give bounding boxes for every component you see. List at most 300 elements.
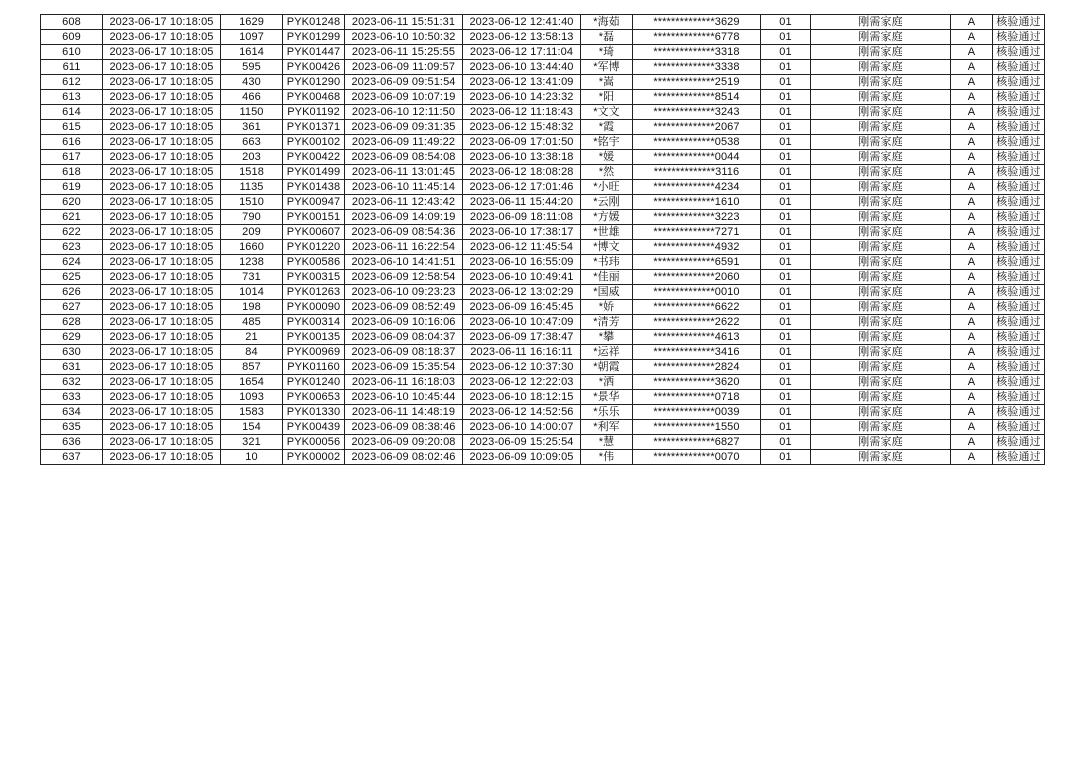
publish-time-cell: 2023-06-17 10:18:05	[103, 300, 221, 315]
status-cell: 核验通过	[993, 15, 1045, 30]
applicant-name-cell: *慧	[581, 435, 633, 450]
id-number-cell: **************4932	[633, 240, 761, 255]
review-time-cell: 2023-06-10 13:38:18	[463, 150, 581, 165]
row-number-cell: 608	[41, 15, 103, 30]
publish-time-cell: 2023-06-17 10:18:05	[103, 405, 221, 420]
sequence-number-cell: 857	[221, 360, 283, 375]
status-cell: 核验通过	[993, 420, 1045, 435]
category-cell: 刚需家庭	[811, 120, 951, 135]
application-id-cell: PYK00439	[283, 420, 345, 435]
sequence-number-cell: 84	[221, 345, 283, 360]
household-count-cell: 01	[761, 210, 811, 225]
household-count-cell: 01	[761, 360, 811, 375]
table-row	[41, 135, 1045, 150]
submit-time-cell: 2023-06-10 09:23:23	[345, 285, 463, 300]
household-count-cell: 01	[761, 75, 811, 90]
submit-time-cell: 2023-06-09 08:02:46	[345, 450, 463, 465]
publish-time-cell: 2023-06-17 10:18:05	[103, 345, 221, 360]
status-cell: 核验通过	[993, 75, 1045, 90]
grade-cell: A	[951, 420, 993, 435]
row-number-cell: 623	[41, 240, 103, 255]
row-number-cell: 630	[41, 345, 103, 360]
grade-cell: A	[951, 165, 993, 180]
table-row	[41, 165, 1045, 180]
submit-time-cell: 2023-06-09 10:16:06	[345, 315, 463, 330]
publish-time-cell: 2023-06-17 10:18:05	[103, 270, 221, 285]
publish-time-cell: 2023-06-17 10:18:05	[103, 60, 221, 75]
sequence-number-cell: 595	[221, 60, 283, 75]
id-number-cell: **************3416	[633, 345, 761, 360]
application-id-cell: PYK00102	[283, 135, 345, 150]
sequence-number-cell: 1583	[221, 405, 283, 420]
household-count-cell: 01	[761, 315, 811, 330]
category-cell: 刚需家庭	[811, 75, 951, 90]
household-count-cell: 01	[761, 225, 811, 240]
row-number-cell: 615	[41, 120, 103, 135]
household-count-cell: 01	[761, 390, 811, 405]
row-number-cell: 618	[41, 165, 103, 180]
sequence-number-cell: 1614	[221, 45, 283, 60]
sequence-number-cell: 321	[221, 435, 283, 450]
submit-time-cell: 2023-06-10 10:50:32	[345, 30, 463, 45]
status-cell: 核验通过	[993, 105, 1045, 120]
submit-time-cell: 2023-06-10 14:41:51	[345, 255, 463, 270]
table-row	[41, 360, 1045, 375]
row-number-cell: 637	[41, 450, 103, 465]
submit-time-cell: 2023-06-09 15:35:54	[345, 360, 463, 375]
status-cell: 核验通过	[993, 360, 1045, 375]
category-cell: 刚需家庭	[811, 240, 951, 255]
lottery-results-table	[40, 14, 1045, 465]
applicant-name-cell: *洒	[581, 375, 633, 390]
publish-time-cell: 2023-06-17 10:18:05	[103, 195, 221, 210]
submit-time-cell: 2023-06-10 12:11:50	[345, 105, 463, 120]
category-cell: 刚需家庭	[811, 345, 951, 360]
grade-cell: A	[951, 210, 993, 225]
application-id-cell: PYK01299	[283, 30, 345, 45]
id-number-cell: **************2060	[633, 270, 761, 285]
row-number-cell: 636	[41, 435, 103, 450]
applicant-name-cell: *书玮	[581, 255, 633, 270]
category-cell: 刚需家庭	[811, 300, 951, 315]
sequence-number-cell: 430	[221, 75, 283, 90]
category-cell: 刚需家庭	[811, 30, 951, 45]
sequence-number-cell: 1238	[221, 255, 283, 270]
application-id-cell: PYK01330	[283, 405, 345, 420]
review-time-cell: 2023-06-10 18:12:15	[463, 390, 581, 405]
row-number-cell: 634	[41, 405, 103, 420]
application-id-cell: PYK00426	[283, 60, 345, 75]
household-count-cell: 01	[761, 15, 811, 30]
sequence-number-cell: 10	[221, 450, 283, 465]
grade-cell: A	[951, 135, 993, 150]
publish-time-cell: 2023-06-17 10:18:05	[103, 210, 221, 225]
review-time-cell: 2023-06-12 18:08:28	[463, 165, 581, 180]
household-count-cell: 01	[761, 135, 811, 150]
status-cell: 核验通过	[993, 60, 1045, 75]
household-count-cell: 01	[761, 285, 811, 300]
id-number-cell: **************4234	[633, 180, 761, 195]
sequence-number-cell: 663	[221, 135, 283, 150]
publish-time-cell: 2023-06-17 10:18:05	[103, 120, 221, 135]
submit-time-cell: 2023-06-09 10:07:19	[345, 90, 463, 105]
id-number-cell: **************2067	[633, 120, 761, 135]
applicant-name-cell: *琦	[581, 45, 633, 60]
status-cell: 核验通过	[993, 210, 1045, 225]
publish-time-cell: 2023-06-17 10:18:05	[103, 375, 221, 390]
applicant-name-cell: *磊	[581, 30, 633, 45]
row-number-cell: 627	[41, 300, 103, 315]
applicant-name-cell: *伟	[581, 450, 633, 465]
sequence-number-cell: 203	[221, 150, 283, 165]
review-time-cell: 2023-06-10 14:00:07	[463, 420, 581, 435]
table-row	[41, 330, 1045, 345]
row-number-cell: 616	[41, 135, 103, 150]
status-cell: 核验通过	[993, 90, 1045, 105]
grade-cell: A	[951, 375, 993, 390]
status-cell: 核验通过	[993, 135, 1045, 150]
sequence-number-cell: 1510	[221, 195, 283, 210]
row-number-cell: 626	[41, 285, 103, 300]
household-count-cell: 01	[761, 345, 811, 360]
category-cell: 刚需家庭	[811, 450, 951, 465]
review-time-cell: 2023-06-09 17:38:47	[463, 330, 581, 345]
grade-cell: A	[951, 345, 993, 360]
sequence-number-cell: 209	[221, 225, 283, 240]
row-number-cell: 614	[41, 105, 103, 120]
household-count-cell: 01	[761, 300, 811, 315]
id-number-cell: **************6778	[633, 30, 761, 45]
review-time-cell: 2023-06-12 17:01:46	[463, 180, 581, 195]
application-id-cell: PYK01290	[283, 75, 345, 90]
submit-time-cell: 2023-06-11 16:22:54	[345, 240, 463, 255]
sequence-number-cell: 198	[221, 300, 283, 315]
sequence-number-cell: 1093	[221, 390, 283, 405]
row-number-cell: 621	[41, 210, 103, 225]
grade-cell: A	[951, 360, 993, 375]
applicant-name-cell: *攀	[581, 330, 633, 345]
publish-time-cell: 2023-06-17 10:18:05	[103, 135, 221, 150]
sequence-number-cell: 1654	[221, 375, 283, 390]
application-id-cell: PYK00607	[283, 225, 345, 240]
review-time-cell: 2023-06-10 10:49:41	[463, 270, 581, 285]
sequence-number-cell: 1135	[221, 180, 283, 195]
applicant-name-cell: *清芳	[581, 315, 633, 330]
category-cell: 刚需家庭	[811, 90, 951, 105]
status-cell: 核验通过	[993, 45, 1045, 60]
status-cell: 核验通过	[993, 255, 1045, 270]
grade-cell: A	[951, 45, 993, 60]
category-cell: 刚需家庭	[811, 45, 951, 60]
table-row	[41, 345, 1045, 360]
review-time-cell: 2023-06-10 17:38:17	[463, 225, 581, 240]
household-count-cell: 01	[761, 450, 811, 465]
household-count-cell: 01	[761, 90, 811, 105]
id-number-cell: **************3620	[633, 375, 761, 390]
sequence-number-cell: 154	[221, 420, 283, 435]
application-id-cell: PYK01160	[283, 360, 345, 375]
table-row	[41, 195, 1045, 210]
grade-cell: A	[951, 105, 993, 120]
row-number-cell: 632	[41, 375, 103, 390]
household-count-cell: 01	[761, 105, 811, 120]
application-id-cell: PYK00969	[283, 345, 345, 360]
grade-cell: A	[951, 225, 993, 240]
household-count-cell: 01	[761, 120, 811, 135]
submit-time-cell: 2023-06-09 09:20:08	[345, 435, 463, 450]
status-cell: 核验通过	[993, 225, 1045, 240]
table-row	[41, 270, 1045, 285]
application-id-cell: PYK00947	[283, 195, 345, 210]
application-id-cell: PYK00002	[283, 450, 345, 465]
category-cell: 刚需家庭	[811, 315, 951, 330]
review-time-cell: 2023-06-12 11:18:43	[463, 105, 581, 120]
table-body	[41, 15, 1045, 465]
grade-cell: A	[951, 315, 993, 330]
category-cell: 刚需家庭	[811, 360, 951, 375]
review-time-cell: 2023-06-10 13:44:40	[463, 60, 581, 75]
row-number-cell: 633	[41, 390, 103, 405]
sequence-number-cell: 731	[221, 270, 283, 285]
publish-time-cell: 2023-06-17 10:18:05	[103, 90, 221, 105]
household-count-cell: 01	[761, 195, 811, 210]
status-cell: 核验通过	[993, 450, 1045, 465]
category-cell: 刚需家庭	[811, 105, 951, 120]
id-number-cell: **************0538	[633, 135, 761, 150]
applicant-name-cell: *媛	[581, 150, 633, 165]
review-time-cell: 2023-06-09 17:01:50	[463, 135, 581, 150]
household-count-cell: 01	[761, 330, 811, 345]
category-cell: 刚需家庭	[811, 435, 951, 450]
grade-cell: A	[951, 180, 993, 195]
category-cell: 刚需家庭	[811, 225, 951, 240]
row-number-cell: 609	[41, 30, 103, 45]
grade-cell: A	[951, 405, 993, 420]
table-row	[41, 120, 1045, 135]
category-cell: 刚需家庭	[811, 180, 951, 195]
review-time-cell: 2023-06-12 13:41:09	[463, 75, 581, 90]
household-count-cell: 01	[761, 150, 811, 165]
application-id-cell: PYK01240	[283, 375, 345, 390]
category-cell: 刚需家庭	[811, 195, 951, 210]
table-row	[41, 15, 1045, 30]
submit-time-cell: 2023-06-11 14:48:19	[345, 405, 463, 420]
publish-time-cell: 2023-06-17 10:18:05	[103, 390, 221, 405]
applicant-name-cell: *运祥	[581, 345, 633, 360]
application-id-cell: PYK01220	[283, 240, 345, 255]
table-row	[41, 150, 1045, 165]
table-row	[41, 405, 1045, 420]
review-time-cell: 2023-06-11 16:16:11	[463, 345, 581, 360]
publish-time-cell: 2023-06-17 10:18:05	[103, 165, 221, 180]
applicant-name-cell: *铭宇	[581, 135, 633, 150]
table-row	[41, 300, 1045, 315]
status-cell: 核验通过	[993, 315, 1045, 330]
application-id-cell: PYK00314	[283, 315, 345, 330]
application-id-cell: PYK01371	[283, 120, 345, 135]
row-number-cell: 613	[41, 90, 103, 105]
review-time-cell: 2023-06-12 12:22:03	[463, 375, 581, 390]
status-cell: 核验通过	[993, 330, 1045, 345]
submit-time-cell: 2023-06-11 12:43:42	[345, 195, 463, 210]
household-count-cell: 01	[761, 30, 811, 45]
id-number-cell: **************1610	[633, 195, 761, 210]
row-number-cell: 628	[41, 315, 103, 330]
status-cell: 核验通过	[993, 390, 1045, 405]
review-time-cell: 2023-06-11 15:44:20	[463, 195, 581, 210]
status-cell: 核验通过	[993, 240, 1045, 255]
applicant-name-cell: *海茹	[581, 15, 633, 30]
status-cell: 核验通过	[993, 345, 1045, 360]
review-time-cell: 2023-06-12 11:45:54	[463, 240, 581, 255]
submit-time-cell: 2023-06-09 11:09:57	[345, 60, 463, 75]
grade-cell: A	[951, 150, 993, 165]
grade-cell: A	[951, 120, 993, 135]
id-number-cell: **************0718	[633, 390, 761, 405]
grade-cell: A	[951, 90, 993, 105]
id-number-cell: **************3243	[633, 105, 761, 120]
publish-time-cell: 2023-06-17 10:18:05	[103, 30, 221, 45]
sequence-number-cell: 466	[221, 90, 283, 105]
household-count-cell: 01	[761, 165, 811, 180]
row-number-cell: 631	[41, 360, 103, 375]
review-time-cell: 2023-06-12 10:37:30	[463, 360, 581, 375]
application-id-cell: PYK00422	[283, 150, 345, 165]
applicant-name-cell: *方媛	[581, 210, 633, 225]
id-number-cell: **************0010	[633, 285, 761, 300]
status-cell: 核验通过	[993, 270, 1045, 285]
submit-time-cell: 2023-06-09 08:38:46	[345, 420, 463, 435]
review-time-cell: 2023-06-10 16:55:09	[463, 255, 581, 270]
grade-cell: A	[951, 330, 993, 345]
application-id-cell: PYK00653	[283, 390, 345, 405]
status-cell: 核验通过	[993, 150, 1045, 165]
sequence-number-cell: 1629	[221, 15, 283, 30]
id-number-cell: **************1550	[633, 420, 761, 435]
applicant-name-cell: *嵩	[581, 75, 633, 90]
application-id-cell: PYK01447	[283, 45, 345, 60]
id-number-cell: **************4613	[633, 330, 761, 345]
row-number-cell: 610	[41, 45, 103, 60]
table-row	[41, 240, 1045, 255]
table-row	[41, 180, 1045, 195]
household-count-cell: 01	[761, 270, 811, 285]
grade-cell: A	[951, 195, 993, 210]
applicant-name-cell: *军博	[581, 60, 633, 75]
applicant-name-cell: *霞	[581, 120, 633, 135]
household-count-cell: 01	[761, 435, 811, 450]
status-cell: 核验通过	[993, 195, 1045, 210]
category-cell: 刚需家庭	[811, 375, 951, 390]
application-id-cell: PYK01192	[283, 105, 345, 120]
grade-cell: A	[951, 60, 993, 75]
status-cell: 核验通过	[993, 375, 1045, 390]
publish-time-cell: 2023-06-17 10:18:05	[103, 360, 221, 375]
application-id-cell: PYK00468	[283, 90, 345, 105]
status-cell: 核验通过	[993, 165, 1045, 180]
applicant-name-cell: *阳	[581, 90, 633, 105]
submit-time-cell: 2023-06-09 09:51:54	[345, 75, 463, 90]
publish-time-cell: 2023-06-17 10:18:05	[103, 450, 221, 465]
sequence-number-cell: 1518	[221, 165, 283, 180]
application-id-cell: PYK00586	[283, 255, 345, 270]
publish-time-cell: 2023-06-17 10:18:05	[103, 285, 221, 300]
row-number-cell: 629	[41, 330, 103, 345]
household-count-cell: 01	[761, 255, 811, 270]
id-number-cell: **************6827	[633, 435, 761, 450]
grade-cell: A	[951, 15, 993, 30]
table-row	[41, 105, 1045, 120]
status-cell: 核验通过	[993, 120, 1045, 135]
id-number-cell: **************8514	[633, 90, 761, 105]
row-number-cell: 611	[41, 60, 103, 75]
category-cell: 刚需家庭	[811, 165, 951, 180]
table-row	[41, 30, 1045, 45]
sequence-number-cell: 1014	[221, 285, 283, 300]
document-sheet	[40, 14, 1045, 465]
status-cell: 核验通过	[993, 180, 1045, 195]
category-cell: 刚需家庭	[811, 60, 951, 75]
sequence-number-cell: 1150	[221, 105, 283, 120]
applicant-name-cell: *文文	[581, 105, 633, 120]
grade-cell: A	[951, 450, 993, 465]
row-number-cell: 612	[41, 75, 103, 90]
table-row	[41, 45, 1045, 60]
application-id-cell: PYK01248	[283, 15, 345, 30]
application-id-cell: PYK00315	[283, 270, 345, 285]
row-number-cell: 625	[41, 270, 103, 285]
grade-cell: A	[951, 240, 993, 255]
applicant-name-cell: *利军	[581, 420, 633, 435]
submit-time-cell: 2023-06-10 11:45:14	[345, 180, 463, 195]
category-cell: 刚需家庭	[811, 405, 951, 420]
category-cell: 刚需家庭	[811, 15, 951, 30]
table-row	[41, 210, 1045, 225]
application-id-cell: PYK01438	[283, 180, 345, 195]
publish-time-cell: 2023-06-17 10:18:05	[103, 15, 221, 30]
table-row	[41, 375, 1045, 390]
review-time-cell: 2023-06-09 10:09:05	[463, 450, 581, 465]
publish-time-cell: 2023-06-17 10:18:05	[103, 45, 221, 60]
table-row	[41, 285, 1045, 300]
review-time-cell: 2023-06-10 14:23:32	[463, 90, 581, 105]
review-time-cell: 2023-06-12 13:58:13	[463, 30, 581, 45]
category-cell: 刚需家庭	[811, 210, 951, 225]
applicant-name-cell: *云刚	[581, 195, 633, 210]
category-cell: 刚需家庭	[811, 390, 951, 405]
applicant-name-cell: *国威	[581, 285, 633, 300]
table-row	[41, 225, 1045, 240]
submit-time-cell: 2023-06-09 08:18:37	[345, 345, 463, 360]
row-number-cell: 624	[41, 255, 103, 270]
id-number-cell: **************0039	[633, 405, 761, 420]
submit-time-cell: 2023-06-09 09:31:35	[345, 120, 463, 135]
application-id-cell: PYK00135	[283, 330, 345, 345]
publish-time-cell: 2023-06-17 10:18:05	[103, 420, 221, 435]
sequence-number-cell: 790	[221, 210, 283, 225]
sequence-number-cell: 361	[221, 120, 283, 135]
submit-time-cell: 2023-06-11 16:18:03	[345, 375, 463, 390]
review-time-cell: 2023-06-12 17:11:04	[463, 45, 581, 60]
grade-cell: A	[951, 270, 993, 285]
id-number-cell: **************3116	[633, 165, 761, 180]
id-number-cell: **************6591	[633, 255, 761, 270]
submit-time-cell: 2023-06-09 08:52:49	[345, 300, 463, 315]
publish-time-cell: 2023-06-17 10:18:05	[103, 225, 221, 240]
publish-time-cell: 2023-06-17 10:18:05	[103, 255, 221, 270]
id-number-cell: **************0070	[633, 450, 761, 465]
row-number-cell: 617	[41, 150, 103, 165]
